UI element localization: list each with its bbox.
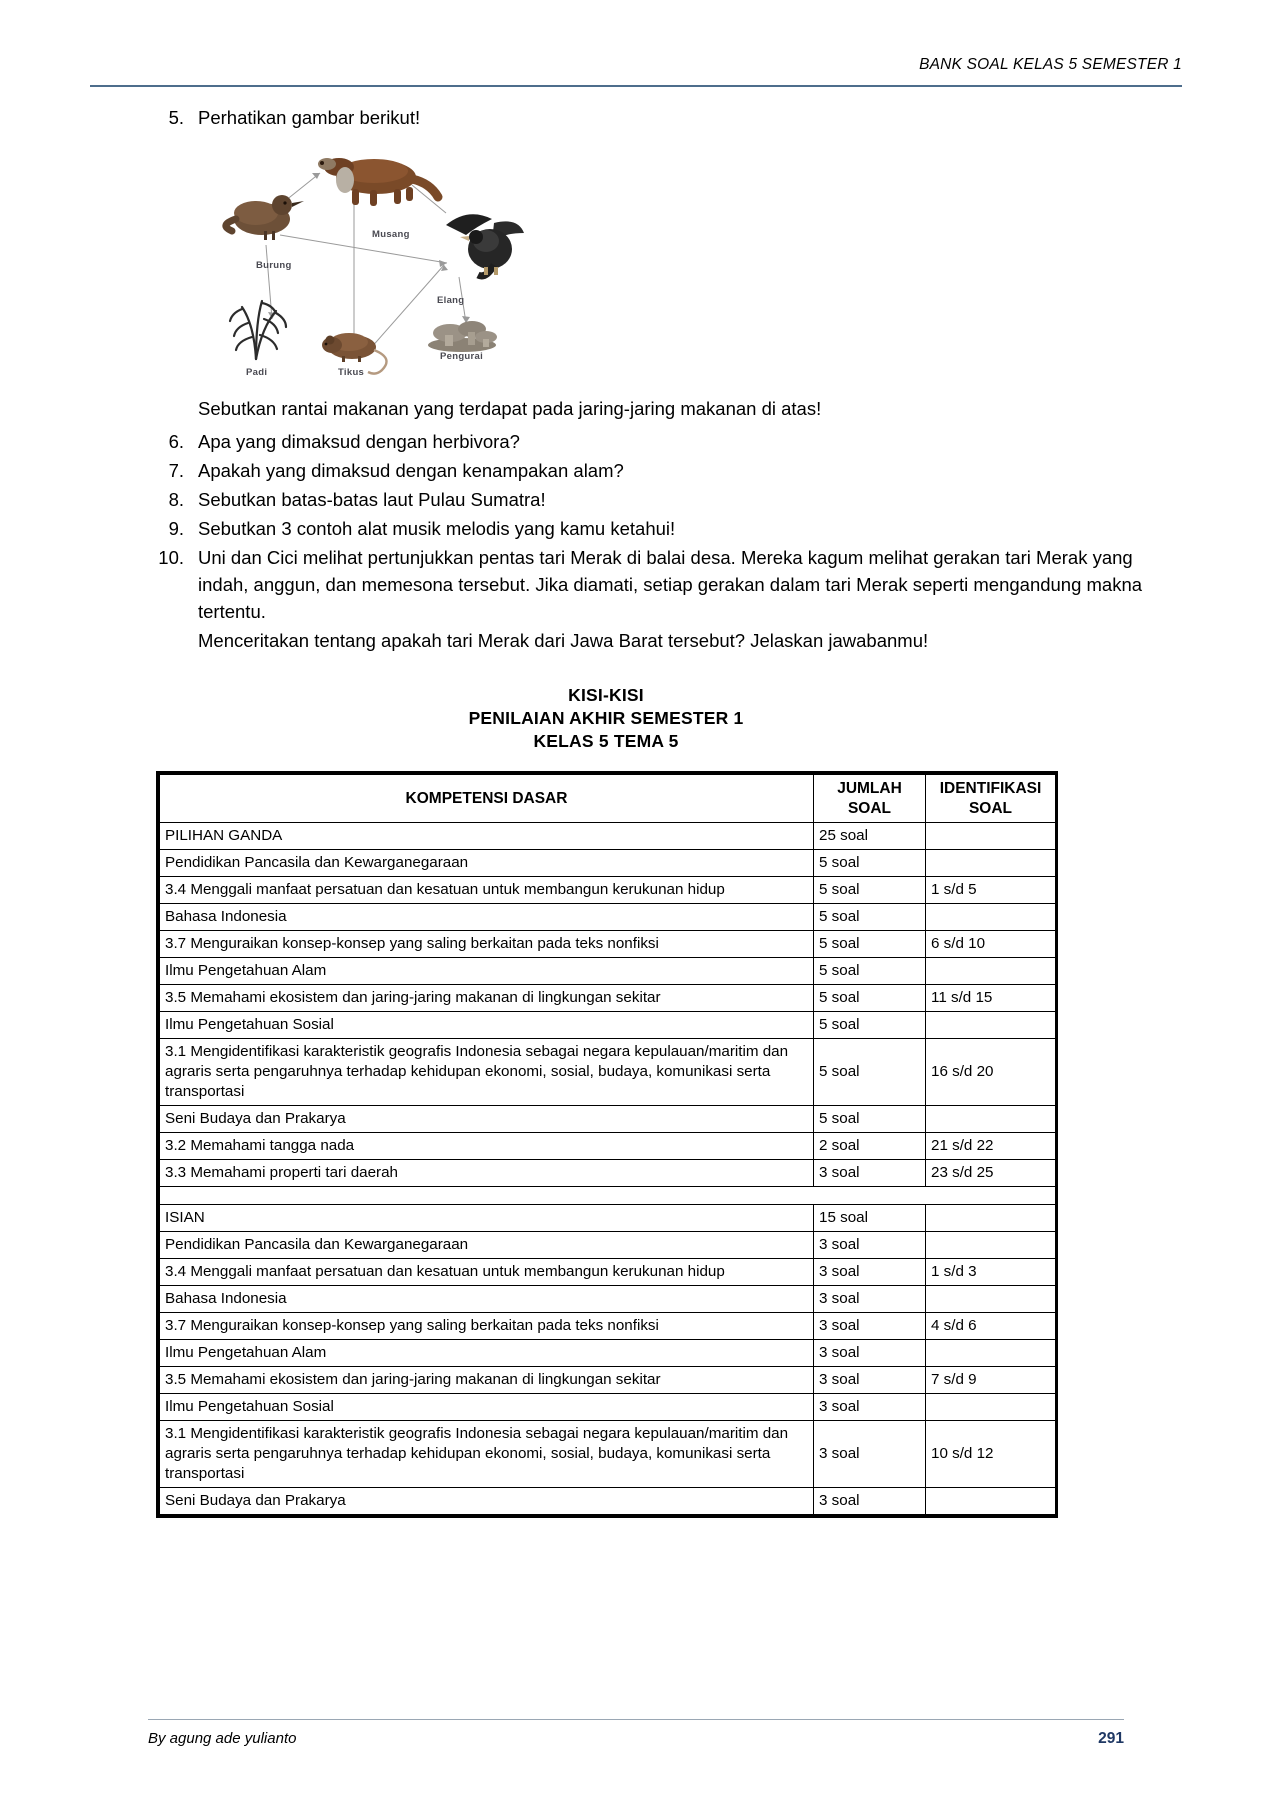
figure-label-elang: Elang: [437, 295, 465, 306]
question-item: [148, 457, 1148, 484]
question-item: [148, 515, 1148, 542]
padi-illustration: [230, 301, 286, 359]
musang-illustration: [318, 158, 438, 206]
table-row: [160, 931, 1056, 958]
cell-kompetensi-dasar: 3.2 Memahami tangga nada: [160, 1133, 814, 1160]
kisi-kisi-title: [156, 684, 1056, 753]
pengurai-illustration: [428, 321, 497, 352]
question-number: 10.: [158, 547, 184, 568]
table-row: [160, 1106, 1056, 1133]
question-number: 8.: [168, 489, 184, 510]
column-header-jumlah-soal: [814, 775, 926, 823]
cell-kompetensi-dasar: ISIAN: [160, 1205, 814, 1232]
table-row: [160, 958, 1056, 985]
jumlah-soal-line1: JUMLAH: [837, 779, 902, 797]
document-content: [148, 104, 1148, 1518]
cell-kompetensi-dasar: Seni Budaya dan Prakarya: [160, 1106, 814, 1133]
cell-identifikasi-soal: [926, 1340, 1056, 1367]
question-text: Apakah yang dimaksud dengan kenampakan alam?: [198, 460, 624, 481]
cell-identifikasi-soal: [926, 1205, 1056, 1232]
cell-jumlah-soal: 5 soal: [814, 1039, 926, 1106]
cell-jumlah-soal: 2 soal: [814, 1133, 926, 1160]
table-row: [160, 823, 1056, 850]
question-text: Uni dan Cici melihat pertunjukkan pentas tari Merak di balai desa. Mereka kagum melihat gerakan tari Merak yang indah, anggun, dan memesona tersebut. Jika diamati, setiap gerakan dalam tari Merak seperti mengandung makna tertentu.: [198, 547, 1143, 622]
figure-label-padi: Padi: [246, 367, 268, 378]
table-row: [160, 1394, 1056, 1421]
page-footer: [148, 1719, 1124, 1749]
table-row: [160, 985, 1056, 1012]
cell-kompetensi-dasar: Ilmu Pengetahuan Alam: [160, 958, 814, 985]
question-number: 6.: [168, 431, 184, 452]
cell-identifikasi-soal: 6 s/d 10: [926, 931, 1056, 958]
table-body-section1: [160, 823, 1056, 1515]
cell-kompetensi-dasar: Seni Budaya dan Prakarya: [160, 1488, 814, 1515]
cell-kompetensi-dasar: Ilmu Pengetahuan Alam: [160, 1340, 814, 1367]
cell-identifikasi-soal: [926, 1286, 1056, 1313]
table-row: [160, 1488, 1056, 1515]
cell-kompetensi-dasar: PILIHAN GANDA: [160, 823, 814, 850]
cell-jumlah-soal: 3 soal: [814, 1488, 926, 1515]
question-number: 5.: [168, 107, 184, 128]
footer-author: By agung ade yulianto: [148, 1730, 297, 1747]
cell-identifikasi-soal: [926, 1488, 1056, 1515]
question-item: [148, 486, 1148, 513]
cell-jumlah-soal: 5 soal: [814, 904, 926, 931]
cell-kompetensi-dasar: 3.5 Memahami ekosistem dan jaring-jaring makanan di lingkungan sekitar: [160, 985, 814, 1012]
cell-kompetensi-dasar: 3.7 Menguraikan konsep-konsep yang saling berkaitan pada teks nonfiksi: [160, 1313, 814, 1340]
footer-divider: [148, 1719, 1124, 1721]
column-header-kompetensi-dasar: KOMPETENSI DASAR: [160, 775, 814, 823]
question-item: [148, 104, 1148, 131]
cell-jumlah-soal: 5 soal: [814, 931, 926, 958]
cell-kompetensi-dasar: 3.7 Menguraikan konsep-konsep yang saling berkaitan pada teks nonfiksi: [160, 931, 814, 958]
separator-cell: [160, 1187, 1056, 1205]
cell-jumlah-soal: 3 soal: [814, 1421, 926, 1488]
cell-jumlah-soal: 3 soal: [814, 1259, 926, 1286]
table-section-separator: [160, 1187, 1056, 1205]
page-header: [90, 55, 1182, 91]
food-web-diagram: [194, 137, 524, 385]
cell-identifikasi-soal: [926, 904, 1056, 931]
cell-identifikasi-soal: 21 s/d 22: [926, 1133, 1056, 1160]
cell-identifikasi-soal: 4 s/d 6: [926, 1313, 1056, 1340]
kisi-title-line1: KISI-KISI: [568, 685, 644, 705]
cell-jumlah-soal: 5 soal: [814, 1012, 926, 1039]
table-row: [160, 904, 1056, 931]
cell-jumlah-soal: 3 soal: [814, 1160, 926, 1187]
cell-jumlah-soal: 3 soal: [814, 1286, 926, 1313]
question-number: 7.: [168, 460, 184, 481]
cell-identifikasi-soal: [926, 1232, 1056, 1259]
table-row: [160, 1340, 1056, 1367]
kisi-kisi-table-wrapper: [156, 771, 1058, 1518]
cell-kompetensi-dasar: Pendidikan Pancasila dan Kewarganegaraan: [160, 1232, 814, 1259]
elang-illustration: [446, 214, 524, 276]
kisi-title-line2: PENILAIAN AKHIR SEMESTER 1: [468, 708, 744, 728]
cell-kompetensi-dasar: 3.5 Memahami ekosistem dan jaring-jaring makanan di lingkungan sekitar: [160, 1367, 814, 1394]
cell-jumlah-soal: 5 soal: [814, 877, 926, 904]
cell-jumlah-soal: 5 soal: [814, 1106, 926, 1133]
cell-kompetensi-dasar: Ilmu Pengetahuan Sosial: [160, 1012, 814, 1039]
cell-identifikasi-soal: 10 s/d 12: [926, 1421, 1056, 1488]
cell-kompetensi-dasar: Bahasa Indonesia: [160, 1286, 814, 1313]
cell-jumlah-soal: 5 soal: [814, 958, 926, 985]
table-row: [160, 1313, 1056, 1340]
burung-illustration: [226, 195, 304, 240]
table-row: [160, 1039, 1056, 1106]
cell-identifikasi-soal: 23 s/d 25: [926, 1160, 1056, 1187]
header-divider: [90, 85, 1182, 87]
jumlah-soal-line2: SOAL: [847, 799, 892, 817]
identifikasi-soal-line1: IDENTIFIKASI: [939, 779, 1042, 797]
cell-identifikasi-soal: 1 s/d 5: [926, 877, 1056, 904]
table-row: [160, 1012, 1056, 1039]
cell-identifikasi-soal: [926, 1106, 1056, 1133]
cell-kompetensi-dasar: 3.3 Memahami properti tari daerah: [160, 1160, 814, 1187]
table-row: [160, 1286, 1056, 1313]
cell-identifikasi-soal: [926, 1394, 1056, 1421]
table-row: [160, 1160, 1056, 1187]
cell-kompetensi-dasar: 3.1 Mengidentifikasi karakteristik geografis Indonesia sebagai negara kepulauan/maritim dan agraris serta pengaruhnya terhadap kehidupan ekonomi, sosial, budaya, komunikasi serta transportasi: [160, 1039, 814, 1106]
question-text: Sebutkan batas-batas laut Pulau Sumatra!: [198, 489, 546, 510]
cell-jumlah-soal: 3 soal: [814, 1367, 926, 1394]
cell-kompetensi-dasar: 3.4 Menggali manfaat persatuan dan kesatuan untuk membangun kerukunan hidup: [160, 877, 814, 904]
identifikasi-soal-line2: SOAL: [968, 799, 1013, 817]
column-header-identifikasi-soal: [926, 775, 1056, 823]
cell-identifikasi-soal: [926, 958, 1056, 985]
kisi-kisi-table: [159, 774, 1056, 1515]
cell-kompetensi-dasar: Bahasa Indonesia: [160, 904, 814, 931]
cell-jumlah-soal: 5 soal: [814, 850, 926, 877]
cell-jumlah-soal: 3 soal: [814, 1313, 926, 1340]
cell-jumlah-soal: 25 soal: [814, 823, 926, 850]
cell-kompetensi-dasar: 3.1 Mengidentifikasi karakteristik geografis Indonesia sebagai negara kepulauan/maritim dan agraris serta pengaruhnya terhadap kehidupan ekonomi, sosial, budaya, komunikasi serta transportasi: [160, 1421, 814, 1488]
cell-kompetensi-dasar: Pendidikan Pancasila dan Kewarganegaraan: [160, 850, 814, 877]
figure-label-tikus: Tikus: [338, 367, 365, 378]
cell-kompetensi-dasar: 3.4 Menggali manfaat persatuan dan kesatuan untuk membangun kerukunan hidup: [160, 1259, 814, 1286]
footer-page-number: 291: [1098, 1730, 1124, 1747]
food-web-figure: [194, 137, 524, 385]
footer-content: [148, 1730, 1124, 1748]
figure-label-pengurai: Pengurai: [440, 351, 484, 362]
figure-label-musang: Musang: [372, 229, 410, 240]
cell-jumlah-soal: 5 soal: [814, 985, 926, 1012]
cell-identifikasi-soal: 1 s/d 3: [926, 1259, 1056, 1286]
cell-identifikasi-soal: [926, 823, 1056, 850]
question-text: Perhatikan gambar berikut!: [198, 107, 421, 128]
question10-extra: Menceritakan tentang apakah tari Merak dari Jawa Barat tersebut? Jelaskan jawabanmu!: [198, 630, 929, 651]
table-row: [160, 1205, 1056, 1232]
cell-jumlah-soal: 3 soal: [814, 1232, 926, 1259]
question-text: Apa yang dimaksud dengan herbivora?: [198, 431, 520, 452]
question5-caption: Sebutkan rantai makanan yang terdapat pada jaring-jaring makanan di atas!: [198, 398, 822, 419]
cell-identifikasi-soal: [926, 1012, 1056, 1039]
cell-identifikasi-soal: 11 s/d 15: [926, 985, 1056, 1012]
table-row: [160, 850, 1056, 877]
cell-jumlah-soal: 3 soal: [814, 1394, 926, 1421]
table-row: [160, 1367, 1056, 1394]
table-row: [160, 877, 1056, 904]
table-row: [160, 1232, 1056, 1259]
figure-label-burung: Burung: [256, 260, 292, 271]
table-row: [160, 1133, 1056, 1160]
question-item: [148, 428, 1148, 455]
cell-jumlah-soal: 15 soal: [814, 1205, 926, 1232]
cell-identifikasi-soal: 16 s/d 20: [926, 1039, 1056, 1106]
table-header-row: [160, 775, 1056, 823]
question-item: [148, 544, 1148, 625]
cell-identifikasi-soal: [926, 850, 1056, 877]
cell-kompetensi-dasar: Ilmu Pengetahuan Sosial: [160, 1394, 814, 1421]
cell-identifikasi-soal: 7 s/d 9: [926, 1367, 1056, 1394]
header-title: BANK SOAL KELAS 5 SEMESTER 1: [919, 56, 1182, 73]
cell-jumlah-soal: 3 soal: [814, 1340, 926, 1367]
table-row: [160, 1259, 1056, 1286]
table-row: [160, 1421, 1056, 1488]
kisi-title-line3: KELAS 5 TEMA 5: [533, 731, 679, 751]
question-number: 9.: [168, 518, 184, 539]
question-text: Sebutkan 3 contoh alat musik melodis yang kamu ketahui!: [198, 518, 676, 539]
